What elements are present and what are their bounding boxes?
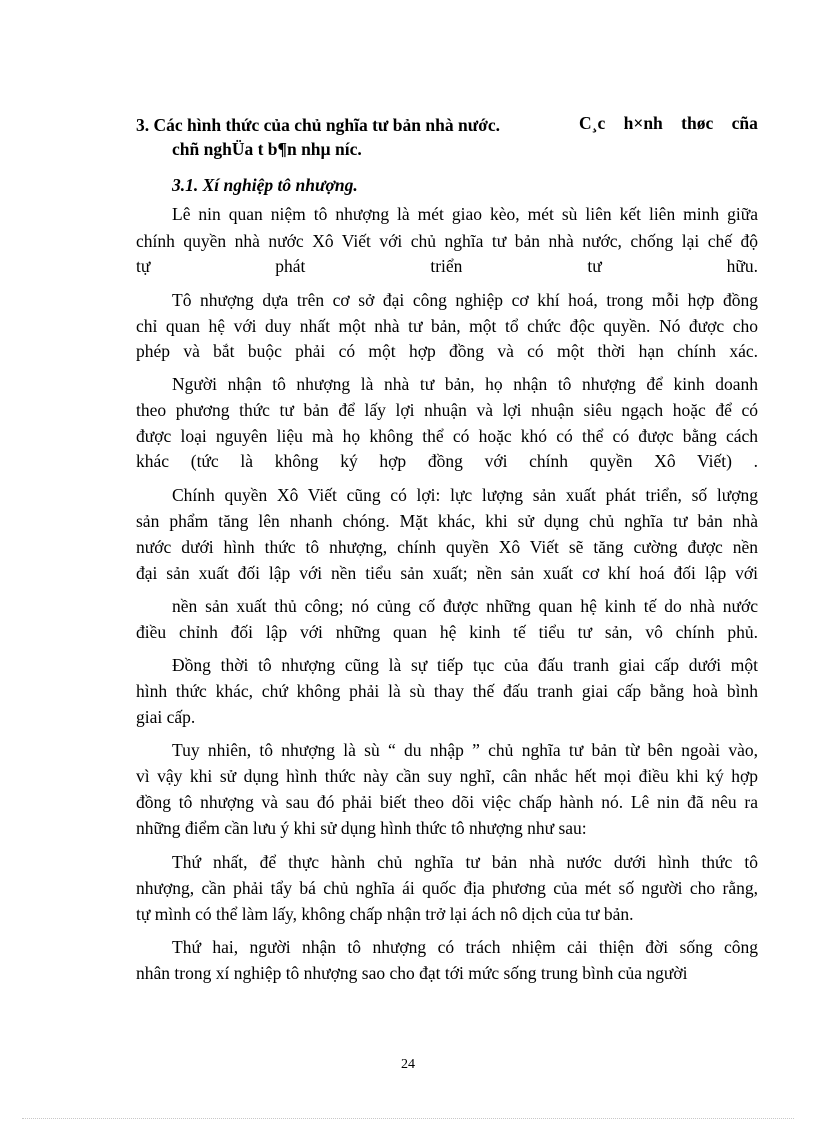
section-heading-garbled: C¸c h×nh thøc cña [579, 113, 758, 133]
paragraph-line: nhân trong xí nghiệp tô nhượng sao cho đạt tới mức sống trung bình của người [136, 963, 688, 983]
paragraph-line: theo phương thức tư bản để lấy lợi nhuận và lợi nhuận siêu ngạch hoặc để có [136, 400, 758, 420]
paragraph-line: hình thức khác, chứ không phải là sù thay thế đấu tranh giai cấp bằng hoà bình [136, 681, 758, 701]
paragraph-line: Tô nhượng dựa trên cơ sở đại công nghiệp cơ khí hoá, trong mỗi hợp đồng [172, 290, 758, 310]
paragraph-line: tự mình có thể làm lấy, không chấp nhận trở lại ách nô dịch của tư bản. [136, 904, 634, 924]
paragraph-line: chỉ quan hệ với duy nhất một nhà tư bản, một tổ chức độc quyền. Nó được cho [136, 316, 758, 336]
paragraph-line: nhượng, cần phải tẩy bá chủ nghĩa ái quốc địa phương của mét số người cho rằng, [136, 878, 758, 898]
paragraph-line: nước dưới hình thức tô nhượng, chính quyền Xô Viết sẽ tăng cường được nền [136, 537, 758, 557]
section-heading: 3. Các hình thức của chủ nghĩa tư bản nhà nước. [136, 115, 501, 135]
paragraph-line: khác (tức là không ký hợp đồng với chính quyền Xô Viết) . [136, 451, 758, 471]
page-number: 24 [401, 1057, 415, 1072]
paragraph-line: Đồng thời tô nhượng cũng là sự tiếp tục của đấu tranh giai cấp dưới một [172, 655, 758, 675]
paragraph-line: Thứ hai, người nhận tô nhượng có trách nhiệm cải thiện đời sống công [172, 937, 758, 957]
paragraph-line: vì vậy khi sử dụng hình thức này cần suy nghĩ, cân nhắc hết mọi điều khi ký hợp [136, 766, 758, 786]
paragraph-line: Thứ nhất, để thực hành chủ nghĩa tư bản nhà nước dưới hình thức tô [172, 852, 758, 872]
paragraph-line: Tuy nhiên, tô nhượng là sù “ du nhập ” chủ nghĩa tư bản từ bên ngoài vào, [172, 740, 758, 760]
paragraph-line: đồng tô nhượng và sau đó phải biết theo dõi việc chấp hành nó. Lê nin đã nêu ra [136, 792, 758, 812]
paragraph-line: chính quyền nhà nước Xô Viết với chủ nghĩa tư bản nhà nước, chống lại chế độ [136, 231, 758, 251]
paragraph-line: Người nhận tô nhượng là nhà tư bản, họ nhận tô nhượng để kinh doanh [172, 374, 758, 394]
paragraph-line: Chính quyền Xô Viết cũng có lợi: lực lượng sản xuất phát triển, số lượng [172, 485, 758, 505]
paragraph-line: đại sản xuất đối lập với nền tiểu sản xuất; nền sản xuất cơ khí hoá đối lập với [136, 563, 758, 583]
subsection-heading: 3.1. Xí nghiệp tô nhượng. [172, 175, 358, 195]
paragraph-line: điều chỉnh đối lập với những quan hệ kinh tế tiểu tư sản, vô chính phủ. [136, 622, 758, 642]
section-heading-garbled-continuation: chñ nghÜa t b¶n nhµ níc. [172, 139, 362, 159]
paragraph-line: tự phát triển tư hữu. [136, 256, 758, 276]
page-bottom-divider [22, 1118, 794, 1119]
paragraph-line: những điểm cần lưu ý khi sử dụng hình thức tô nhượng như sau: [136, 818, 587, 838]
paragraph-line: nền sản xuất thủ công; nó củng cố được những quan hệ kinh tế do nhà nước [172, 596, 758, 616]
paragraph-line: được loại nguyên liệu mà họ không thể có hoặc khó có thể có được bằng cách [136, 426, 758, 446]
paragraph-line: giai cấp. [136, 707, 196, 727]
paragraph-line: sản phẩm tăng lên nhanh chóng. Mặt khác, khi sử dụng chủ nghĩa tư bản nhà [136, 511, 758, 531]
paragraph-line: phép và bắt buộc phải có một hợp đồng và có một thời hạn chính xác. [136, 341, 758, 361]
paragraph-line: Lê nin quan niệm tô nhượng là mét giao kèo, mét sù liên kết liên minh giữa [172, 204, 758, 224]
